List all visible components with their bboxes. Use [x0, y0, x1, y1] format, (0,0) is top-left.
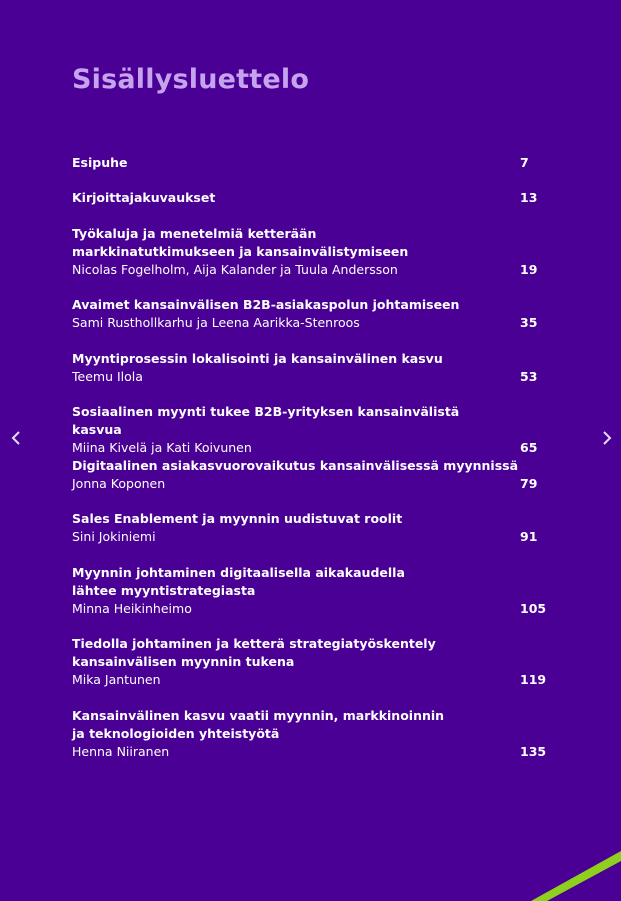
toc-entry-title: Tiedolla johtaminen ja ketterä strategiatyöskentely kansainvälisen myynnin tukena — [72, 636, 436, 669]
toc-entry[interactable] — [72, 350, 552, 386]
toc-entry[interactable] — [72, 564, 552, 618]
toc-entry-page: 91 — [520, 529, 538, 544]
toc-entry-title: Myynnin johtaminen digitaalisella aikakaudella lähtee myyntistrategiasta — [72, 565, 405, 598]
toc-entry-page: 13 — [520, 190, 538, 205]
toc-entry[interactable] — [72, 225, 552, 279]
toc-entry-title: Kansainvälinen kasvu vaatii myynnin, markkinoinnin ja teknologioiden yhteistyötä — [72, 708, 445, 741]
toc-entry[interactable] — [72, 707, 552, 761]
toc-entry-author: Jonna Koponen — [72, 476, 166, 491]
toc-entry[interactable] — [72, 510, 552, 546]
toc-entry[interactable] — [72, 635, 552, 689]
toc-entry-page: 53 — [520, 369, 538, 384]
chevron-right-icon[interactable] — [600, 428, 614, 448]
decorative-stripe — [521, 851, 621, 901]
toc-entry-title: Myyntiprosessin lokalisointi ja kansainvälinen kasvu — [72, 351, 443, 366]
toc-entry-author: Nicolas Fogelholm, Aija Kalander ja Tuula Andersson — [72, 262, 398, 277]
toc-entry-page: 65 — [520, 440, 538, 455]
toc-entry[interactable] — [72, 189, 552, 207]
toc-entry-author: Teemu Ilola — [72, 369, 143, 384]
toc-entry-author: Minna Heikinheimo — [72, 601, 192, 616]
toc-entry-title: Sosiaalinen myynti tukee B2B-yrityksen kansainvälistä kasvua — [72, 404, 460, 437]
toc-entry-page: 79 — [520, 476, 538, 491]
toc-entry-author: Henna Niiranen — [72, 744, 170, 759]
toc-entry-author: Sami Rusthollkarhu ja Leena Aarikka-Stenroos — [72, 315, 360, 330]
toc-entry-page: 19 — [520, 262, 538, 277]
toc-entry-title: Työkaluja ja menetelmiä ketterään markkinatutkimukseen ja kansainvälistymiseen — [72, 226, 409, 259]
toc-entry-title: Digitaalinen asiakasvuorovaikutus kansainvälisessä myynnissä — [72, 458, 519, 473]
page-title: Sisällysluettelo — [72, 64, 310, 95]
toc-entry-page: 7 — [520, 155, 529, 170]
toc-entry-page: 119 — [520, 672, 547, 687]
toc-entry-title: Esipuhe — [72, 155, 128, 170]
toc-entry-title: Avaimet kansainvälisen B2B-asiakaspolun johtamiseen — [72, 297, 460, 312]
toc-entry-page: 135 — [520, 744, 547, 759]
toc-entry[interactable] — [72, 154, 552, 172]
toc-entry-author: Miina Kivelä ja Kati Koivunen — [72, 440, 252, 455]
toc-entry-title: Kirjoittajakuvaukset — [72, 190, 216, 205]
toc-entry[interactable] — [72, 403, 552, 457]
toc-entry-author: Mika Jantunen — [72, 672, 161, 687]
toc-entry-author: Sini Jokiniemi — [72, 529, 156, 544]
chevron-left-icon[interactable] — [9, 428, 23, 448]
toc-entry-page: 105 — [520, 601, 547, 616]
toc-entry-title: Sales Enablement ja myynnin uudistuvat roolit — [72, 511, 403, 526]
toc-entry[interactable] — [72, 457, 552, 493]
toc-entry[interactable] — [72, 296, 552, 332]
toc-entry-page: 35 — [520, 315, 538, 330]
